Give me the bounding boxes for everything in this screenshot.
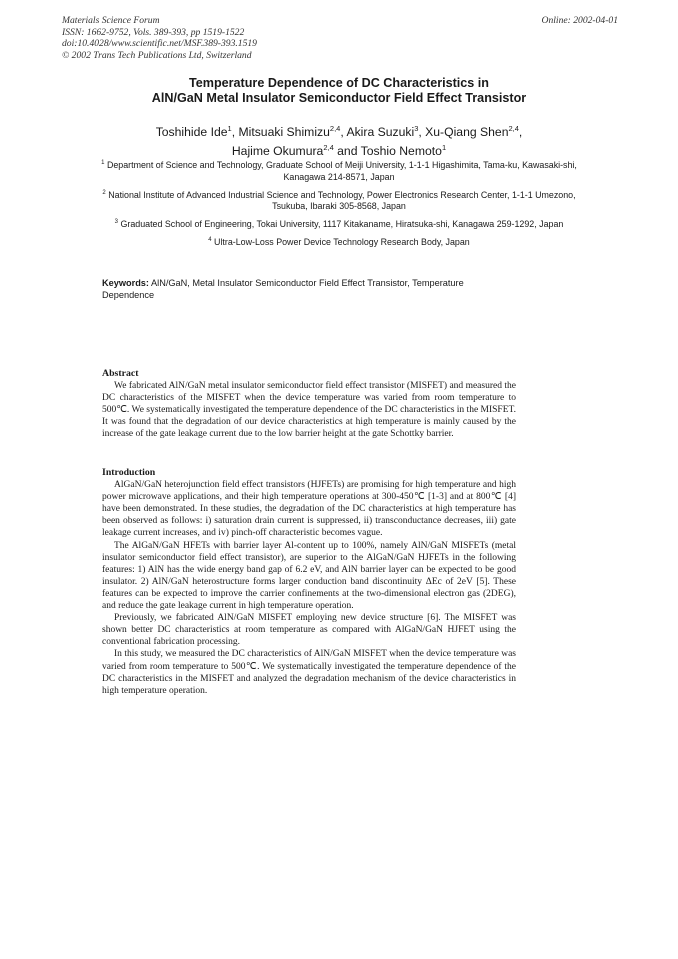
paper-title xyxy=(62,76,616,106)
author-affiliation-mark: 2,4 xyxy=(508,124,519,133)
affiliation xyxy=(92,188,586,214)
author-affiliation-mark: 1 xyxy=(227,124,232,133)
author-name: Akira Suzuki xyxy=(346,125,415,140)
affiliation-text: National Institute of Advanced Industrial Science and Technology, Power Electronics Research Center, 1-1-1 Umezono, Tsukuba, Ibaraki 305-8568, Japan xyxy=(108,189,576,212)
affiliation-text: Ultra-Low-Loss Power Device Technology Research Body, Japan xyxy=(214,236,470,247)
intro-paragraph-2: The AlGaN/GaN HFETs with barrier layer Al-content up to 100%, namely AlN/GaN MISFETs (metal insulator semiconductor field effect transistor), are superior to the AlGaN/GaN HJFETs in the following features: 1) AlN has the wide energy band gap of 6.2 eV, and AlN barrier layer can be expected to be good insulator. 2) AlN/GaN heterostructure forms larger conduction band discontinuity ΔEc of 2eV [5]. These features can be expected to improve the carrier confinements at the two-dimensional electron gas (2DEG), and reduce the gate leakage current in high temperature operation. xyxy=(102,540,516,612)
author-list xyxy=(62,121,616,159)
copyright-line: © 2002 Trans Tech Publications Ltd, Switzerland xyxy=(62,49,252,61)
author-name: Toshihide Ide xyxy=(155,125,228,140)
abstract-heading: Abstract xyxy=(102,368,139,379)
author-name: Toshio Nemoto xyxy=(360,144,442,159)
author-affiliation-mark: 2,4 xyxy=(323,143,334,153)
affiliation xyxy=(92,235,586,249)
affiliation-mark: 4 xyxy=(208,236,212,243)
online-date: Online: 2002-04-01 xyxy=(541,15,618,26)
author-separator: and xyxy=(333,144,361,159)
author-separator: , xyxy=(231,125,239,140)
affiliation-mark: 3 xyxy=(114,219,118,226)
affiliation xyxy=(92,217,586,231)
author-affiliation-mark: 2,4 xyxy=(329,124,341,133)
author-affiliation-mark: 1 xyxy=(441,143,447,153)
issn-line: ISSN: 1662-9752, Vols. 389-393, pp 1519-1522 xyxy=(62,26,245,38)
introduction-heading: Introduction xyxy=(102,467,156,478)
abstract-text: We fabricated AlN/GaN metal insulator semiconductor field effect transistor (MISFET) and measured the DC characteristics of the MISFET when the device temperature was varied from room temperature to 500℃. We systematically investigated the temperature dependence of the DC characteristics in the MISFET. It was found that the degradation of our device characteristics at high temperature is mainly caused by the increase of the gate leakage current due to the low barrier height at the gate Schottky barrier. xyxy=(102,381,516,440)
introduction-section xyxy=(102,467,516,697)
author-name: Hajime Okumura xyxy=(231,144,324,159)
affiliation-mark: 1 xyxy=(101,160,105,166)
title-line-2: AlN/GaN Metal Insulator Semiconductor Field Effect Transistor xyxy=(151,91,527,105)
author-separator: , xyxy=(518,125,523,140)
author-affiliation-mark: 3 xyxy=(414,124,419,133)
intro-paragraph-4: In this study, we measured the DC characteristics of AlN/GaN MISFET when the device temperature was varied from room temperature to 500℃. We systematically investigated the temperature dependence of the DC characteristics in the MISFET and analyzed the degradation mechanism of the device characteristics in high temperature operation. xyxy=(102,649,516,696)
author-separator: , xyxy=(418,125,426,140)
intro-paragraph-3: Previously, we fabricated AlN/GaN MISFET employing new device structure [6]. The MISFET was shown better DC characteristics at room temperature as compared with AlGaN/GaN HJFET using the conventional fabrication processing. xyxy=(102,613,516,648)
keywords-label: Keywords: xyxy=(102,278,149,288)
author-name: Xu-Qiang Shen xyxy=(425,125,509,140)
author-name: Mitsuaki Shimizu xyxy=(238,125,330,140)
affiliation-text: Department of Science and Technology, Graduate School of Meiji University, 1-1-1 Higashimita, Tama-ku, Kawasaki-shi, Kanagawa 214-8571, Japan xyxy=(106,159,577,182)
affiliation-mark: 2 xyxy=(102,189,106,196)
affiliation-text: Graduated School of Engineering, Tokai University, 1117 Kitakaname, Hiratsuka-shi, Kanagawa 259-1292, Japan xyxy=(120,219,564,230)
journal-name: Materials Science Forum xyxy=(62,15,160,26)
keywords xyxy=(102,277,516,301)
intro-paragraph-1: AlGaN/GaN heterojunction field effect transistors (HJFETs) are promising for high temperature and high power microwave applications, and their high temperature operations at 300-450℃ [1-3] and at 800℃ [4] have been demonstrated. In these studies, the degradation of the DC characteristics at high temperature has been observed as follows: i) saturation drain current is suppressed, ii) transconductance decreases, iii) gate leakage current increases, and iv) pinch-off characteristic becomes vague. xyxy=(102,480,516,539)
affiliation-list xyxy=(92,158,586,253)
journal-header xyxy=(62,15,618,61)
abstract-section xyxy=(102,368,516,441)
affiliation xyxy=(92,158,586,184)
keywords-text: AlN/GaN, Metal Insulator Semiconductor Field Effect Transistor, Temperature Dependence xyxy=(102,278,464,300)
author-separator: , xyxy=(340,125,347,140)
doi-line[interactable]: doi:10.4028/www.scientific.net/MSF.389-393.1519 xyxy=(62,38,257,50)
title-line-1: Temperature Dependence of DC Characteristics in xyxy=(188,76,489,90)
